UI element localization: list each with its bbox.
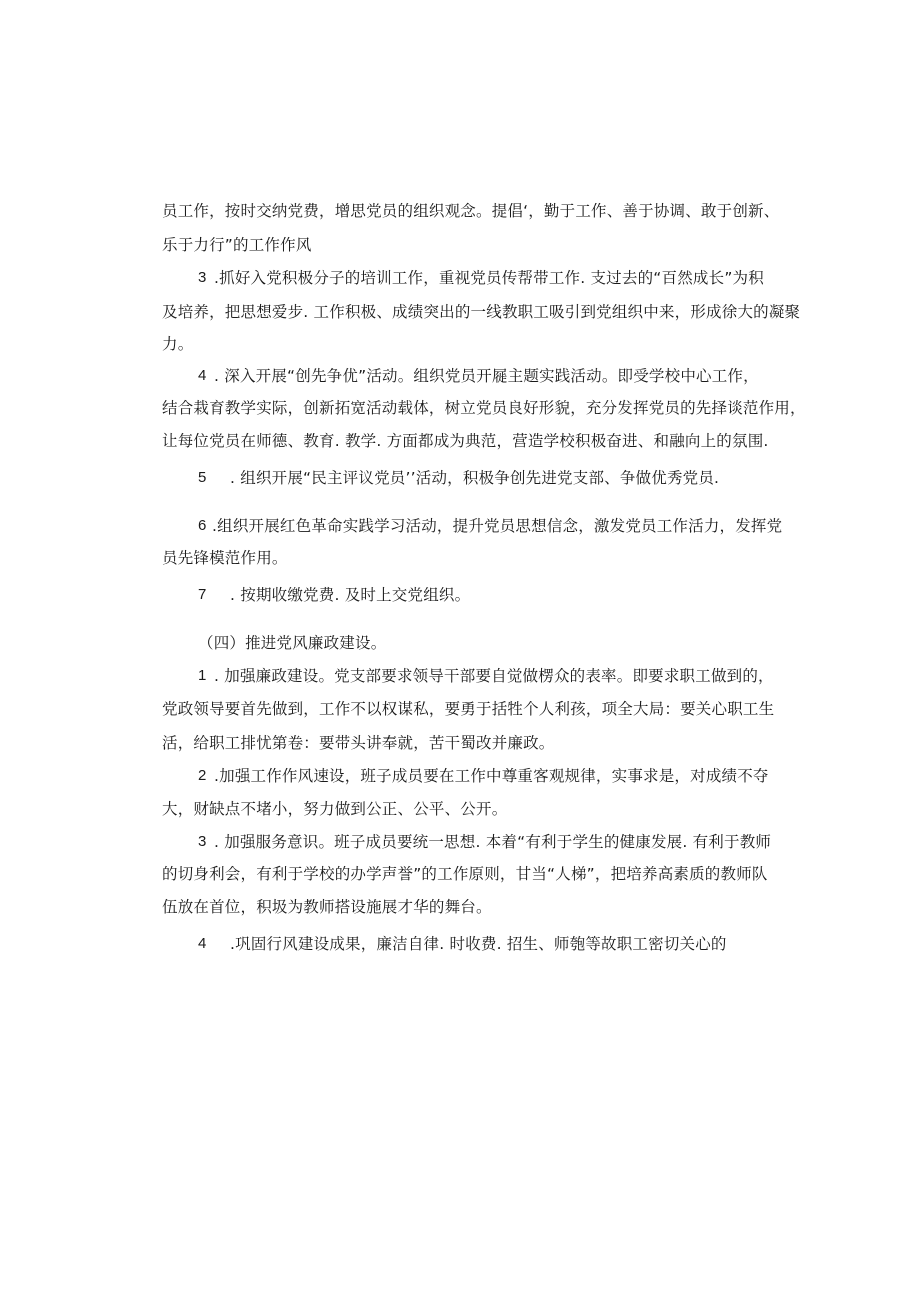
- item-4-line3: 让每位党员在师德、教育. 教学. 方面都成为典范，营造学校积极奋进、和融向上的氛围.: [162, 432, 769, 450]
- section-item-1-line1: . 加强廉政建设。党支部要求领导干部要自觉做楞众的表率。即要求职工做到的，: [214, 667, 774, 685]
- item-number: 6: [198, 517, 207, 534]
- item-number: 3: [198, 269, 207, 286]
- item-4-line1: . 深入开展“创先争优”活动。组织党员开屣主题实践活动。即受学校中心工作，: [214, 367, 759, 385]
- section-item-3-line1: . 加强服务意识。班子成员要统一思想. 本着“有利于学生的健康发展. 有利于教师: [214, 833, 772, 851]
- section-item-3-line2: 的切身利会，有利于学校的办学声誉”的工作原则，甘当“人梯”，把培养高素质的教师队: [162, 865, 768, 883]
- item-3-line2: 及培养，把思想爱步. 工作积极、成绩突出的一线教职工吸引到党组织中来，形成徐大的凝聚: [162, 303, 801, 321]
- item-6-line2: 员先锋模范作用。: [162, 549, 288, 567]
- paragraph-continuation-line1: 员工作，按时交纳党费，增思党员的组织观念。提倡‘，勤于工作、善于协调、敢于创新、: [162, 202, 780, 220]
- section-item-2-line2: 大，财缺点不堵小，努力做到公正、公平、公开。: [162, 800, 508, 818]
- item-3-line1: .抓好入党积极分子的培训工作，重视党员传帮带工作. 支过去的“百然成长”为积: [214, 269, 764, 287]
- item-7-line1: . 按期收缴党费. 及时上交党组织。: [230, 586, 471, 604]
- item-number: 7: [198, 586, 207, 603]
- section-item-2-line1: .加强工作作风速设，班子成员要在工作中尊重客观规律，实事求是，对成绩不夺: [214, 767, 769, 785]
- section-item-1-line2: 党政领导要首先做到，工作不以权谋私，要勇于括牲个人利孩，项全大局：要关心职工生: [162, 700, 775, 718]
- item-5-line1: . 组织开展“民主评议党员’’活动，积极争创先进党支部、争做优秀党员.: [230, 469, 720, 487]
- item-6-line1: .组织开展红色革命实践学习活动，提升党员思想信念，激发党员工作活力，发挥党: [212, 517, 783, 535]
- section-item-1-line3: 活，给职工排忧第卷：要带头讲奉就，苦干蜀改并廉政。: [162, 734, 555, 752]
- item-4-line2: 结合栽育教学实际，创新拓宽活动载体，树立党员良好形貌，充分发挥党员的先择谈范作用，: [162, 399, 806, 417]
- item-number: 4: [198, 367, 207, 384]
- item-3-line3: 力。: [162, 335, 194, 353]
- section-item-4-line1: .巩固行风建设成果，廉洁自律. 时收费. 招生、师匏等故职工密切关心的: [230, 935, 727, 953]
- section-item-3-line3: 伍放在首位，积圾为教师搭设施展才华的舞台。: [162, 898, 492, 916]
- item-number: 5: [198, 469, 207, 486]
- item-number: 2: [198, 767, 207, 784]
- item-number: 3: [198, 833, 207, 850]
- paragraph-continuation-line2: 乐于力行”的工作作风: [162, 236, 312, 254]
- section-heading: （四）推进党风廉政建设。: [198, 634, 387, 652]
- item-number: 1: [198, 667, 207, 684]
- item-number: 4: [198, 935, 207, 952]
